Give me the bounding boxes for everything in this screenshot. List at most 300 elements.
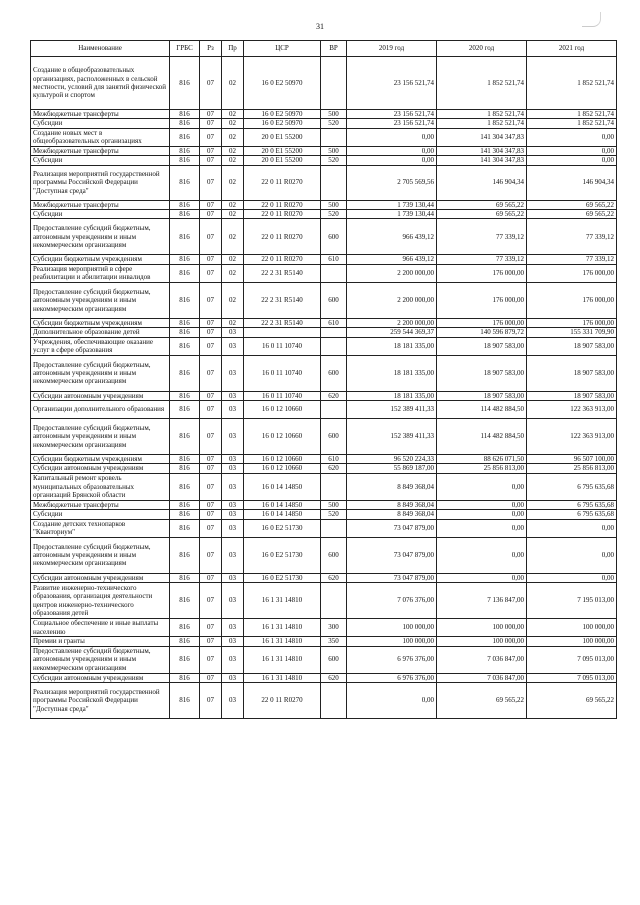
cell-name: Субсидии автономным учреждениям	[31, 464, 170, 473]
table-row	[31, 464, 617, 473]
cell-pr: 03	[222, 510, 244, 519]
table-row	[31, 401, 617, 419]
cell-csr: 22 2 31 R5140	[244, 282, 321, 318]
cell-rz: 07	[200, 156, 222, 165]
cell-grbs: 816	[170, 464, 200, 473]
cell-vr	[321, 401, 347, 419]
cell-grbs: 816	[170, 110, 200, 119]
cell-csr: 22 0 11 R0270	[244, 165, 321, 200]
cell-2019: 73 047 879,00	[347, 537, 437, 573]
cell-pr: 03	[222, 473, 244, 500]
table-row	[31, 519, 617, 537]
cell-2020: 0,00	[437, 573, 527, 582]
cell-2021: 6 795 635,68	[527, 510, 617, 519]
cell-2019: 8 849 368,04	[347, 473, 437, 500]
budget-table	[30, 40, 617, 719]
table-row	[31, 673, 617, 682]
cell-csr: 22 0 11 R0270	[244, 200, 321, 209]
cell-2020: 69 565,22	[437, 200, 527, 209]
cell-rz: 07	[200, 255, 222, 264]
cell-2021: 100 000,00	[527, 619, 617, 637]
cell-vr	[321, 473, 347, 500]
cell-grbs: 816	[170, 583, 200, 619]
cell-rz: 07	[200, 355, 222, 391]
cell-csr: 16 0 E2 51730	[244, 519, 321, 537]
cell-vr: 500	[321, 110, 347, 119]
cell-2020: 7 036 847,00	[437, 673, 527, 682]
cell-2019: 100 000,00	[347, 637, 437, 646]
cell-pr: 03	[222, 455, 244, 464]
cell-pr: 02	[222, 318, 244, 327]
cell-pr: 02	[222, 110, 244, 119]
cell-rz: 07	[200, 264, 222, 282]
cell-vr: 600	[321, 537, 347, 573]
cell-name: Субсидии бюджетным учреждениям	[31, 318, 170, 327]
table-row	[31, 128, 617, 146]
cell-name: Создание в общеобразовательных организациях, расположенных в сельской местности, условий для занятий физической культурой и спортом	[31, 57, 170, 110]
cell-name: Организации дополнительного образования	[31, 401, 170, 419]
cell-2020: 1 852 521,74	[437, 119, 527, 128]
cell-name: Реализация мероприятий государственной программы Российской Федерации "Доступная среда"	[31, 682, 170, 718]
cell-pr: 03	[222, 337, 244, 355]
cell-name: Развитие инженерно-технического образования, организация деятельности центров инженерно-технического образования детей	[31, 583, 170, 619]
cell-grbs: 816	[170, 419, 200, 455]
cell-grbs: 816	[170, 537, 200, 573]
cell-pr: 03	[222, 419, 244, 455]
cell-2020: 77 339,12	[437, 219, 527, 255]
cell-2020: 1 852 521,74	[437, 110, 527, 119]
cell-pr: 03	[222, 682, 244, 718]
cell-pr: 03	[222, 646, 244, 673]
cell-2019: 2 200 000,00	[347, 282, 437, 318]
cell-grbs: 816	[170, 146, 200, 155]
cell-vr: 520	[321, 119, 347, 128]
cell-name: Межбюджетные трансферты	[31, 200, 170, 209]
cell-grbs: 816	[170, 573, 200, 582]
cell-2021: 18 907 583,00	[527, 355, 617, 391]
cell-2020: 69 565,22	[437, 682, 527, 718]
cell-rz: 07	[200, 419, 222, 455]
cell-2020: 25 856 813,00	[437, 464, 527, 473]
table-row	[31, 455, 617, 464]
cell-2020: 18 907 583,00	[437, 391, 527, 400]
cell-2019: 96 520 224,33	[347, 455, 437, 464]
cell-name: Межбюджетные трансферты	[31, 146, 170, 155]
cell-csr: 22 0 11 R0270	[244, 210, 321, 219]
cell-2021: 96 507 100,00	[527, 455, 617, 464]
cell-grbs: 816	[170, 337, 200, 355]
cell-grbs: 816	[170, 401, 200, 419]
cell-rz: 07	[200, 673, 222, 682]
header-2019: 2019 год	[347, 41, 437, 57]
cell-2019: 0,00	[347, 682, 437, 718]
header-2021: 2021 год	[527, 41, 617, 57]
cell-name: Предоставление субсидий бюджетным, автономным учреждениям и иным некоммерческим организациям	[31, 219, 170, 255]
table-row	[31, 500, 617, 509]
cell-grbs: 816	[170, 128, 200, 146]
cell-grbs: 816	[170, 682, 200, 718]
table-row	[31, 510, 617, 519]
cell-name: Социальное обеспечение и иные выплаты населению	[31, 619, 170, 637]
cell-2019: 18 181 335,00	[347, 337, 437, 355]
cell-pr: 02	[222, 264, 244, 282]
cell-pr: 03	[222, 464, 244, 473]
cell-csr: 22 0 11 R0270	[244, 255, 321, 264]
cell-csr: 16 0 12 10660	[244, 401, 321, 419]
cell-vr: 610	[321, 455, 347, 464]
cell-pr: 03	[222, 391, 244, 400]
cell-2020: 114 482 884,50	[437, 419, 527, 455]
cell-2019: 8 849 368,04	[347, 500, 437, 509]
cell-2019: 23 156 521,74	[347, 119, 437, 128]
cell-2019: 259 544 369,37	[347, 328, 437, 337]
cell-2020: 88 626 071,50	[437, 455, 527, 464]
cell-2020: 0,00	[437, 473, 527, 500]
cell-vr: 600	[321, 219, 347, 255]
table-row	[31, 537, 617, 573]
cell-vr: 600	[321, 646, 347, 673]
cell-2019: 2 705 569,56	[347, 165, 437, 200]
cell-grbs: 816	[170, 328, 200, 337]
cell-rz: 07	[200, 619, 222, 637]
cell-grbs: 816	[170, 210, 200, 219]
cell-2020: 141 304 347,83	[437, 128, 527, 146]
cell-grbs: 816	[170, 165, 200, 200]
cell-2021: 69 565,22	[527, 210, 617, 219]
cell-pr: 02	[222, 119, 244, 128]
cell-name: Создание новых мест в общеобразовательных организациях	[31, 128, 170, 146]
cell-csr: 16 0 12 10660	[244, 419, 321, 455]
cell-name: Субсидии	[31, 210, 170, 219]
cell-name: Субсидии	[31, 119, 170, 128]
cell-pr: 02	[222, 165, 244, 200]
cell-2021: 6 795 635,68	[527, 500, 617, 509]
cell-2020: 100 000,00	[437, 637, 527, 646]
cell-2019: 23 156 521,74	[347, 57, 437, 110]
cell-pr: 03	[222, 500, 244, 509]
cell-vr: 500	[321, 146, 347, 155]
cell-vr	[321, 165, 347, 200]
cell-2021: 25 856 813,00	[527, 464, 617, 473]
header-rz: Рз	[200, 41, 222, 57]
cell-vr: 600	[321, 355, 347, 391]
cell-2020: 7 136 847,00	[437, 583, 527, 619]
cell-2021: 1 852 521,74	[527, 57, 617, 110]
cell-name: Предоставление субсидий бюджетным, автономным учреждениям и иным некоммерческим организациям	[31, 537, 170, 573]
cell-2019: 6 976 376,00	[347, 646, 437, 673]
cell-grbs: 816	[170, 519, 200, 537]
cell-2019: 8 849 368,04	[347, 510, 437, 519]
cell-name: Дополнительное образование детей	[31, 328, 170, 337]
cell-2020: 176 000,00	[437, 264, 527, 282]
cell-2021: 176 000,00	[527, 282, 617, 318]
cell-2021: 176 000,00	[527, 264, 617, 282]
cell-2021: 100 000,00	[527, 637, 617, 646]
cell-csr: 16 0 E2 51730	[244, 537, 321, 573]
cell-vr: 620	[321, 573, 347, 582]
cell-pr: 02	[222, 210, 244, 219]
cell-pr: 03	[222, 355, 244, 391]
table-header-row	[31, 41, 617, 57]
cell-grbs: 816	[170, 500, 200, 509]
cell-grbs: 816	[170, 318, 200, 327]
cell-2019: 100 000,00	[347, 619, 437, 637]
table-row	[31, 646, 617, 673]
cell-2019: 1 739 130,44	[347, 210, 437, 219]
cell-2021: 77 339,12	[527, 255, 617, 264]
cell-rz: 07	[200, 337, 222, 355]
table-row	[31, 318, 617, 327]
cell-pr: 03	[222, 328, 244, 337]
cell-rz: 07	[200, 682, 222, 718]
cell-vr	[321, 682, 347, 718]
table-row	[31, 583, 617, 619]
cell-name: Реализация мероприятий в сфере реабилитации и абилитации инвалидов	[31, 264, 170, 282]
cell-vr: 520	[321, 156, 347, 165]
cell-2019: 18 181 335,00	[347, 391, 437, 400]
cell-2019: 55 869 187,00	[347, 464, 437, 473]
cell-2020: 141 304 347,83	[437, 156, 527, 165]
cell-grbs: 816	[170, 264, 200, 282]
cell-2020: 146 904,34	[437, 165, 527, 200]
cell-pr: 02	[222, 128, 244, 146]
cell-grbs: 816	[170, 219, 200, 255]
page-number: 31	[316, 22, 324, 31]
table-row	[31, 119, 617, 128]
cell-2019: 18 181 335,00	[347, 355, 437, 391]
cell-2019: 1 739 130,44	[347, 200, 437, 209]
cell-2019: 152 389 411,33	[347, 419, 437, 455]
cell-name: Субсидии автономным учреждениям	[31, 573, 170, 582]
table-row	[31, 110, 617, 119]
cell-rz: 07	[200, 128, 222, 146]
cell-grbs: 816	[170, 156, 200, 165]
cell-2021: 122 363 913,00	[527, 401, 617, 419]
cell-name: Субсидии автономным учреждениям	[31, 673, 170, 682]
cell-vr: 620	[321, 464, 347, 473]
cell-2020: 0,00	[437, 500, 527, 509]
table-row	[31, 200, 617, 209]
table-row	[31, 573, 617, 582]
cell-csr: 16 0 11 10740	[244, 391, 321, 400]
cell-rz: 07	[200, 219, 222, 255]
cell-2020: 114 482 884,50	[437, 401, 527, 419]
cell-2019: 2 200 000,00	[347, 264, 437, 282]
header-csr: ЦСР	[244, 41, 321, 57]
cell-2020: 18 907 583,00	[437, 355, 527, 391]
cell-2020: 100 000,00	[437, 619, 527, 637]
cell-vr	[321, 519, 347, 537]
cell-2021: 7 095 013,00	[527, 673, 617, 682]
cell-2019: 23 156 521,74	[347, 110, 437, 119]
cell-2019: 0,00	[347, 128, 437, 146]
cell-2020: 7 036 847,00	[437, 646, 527, 673]
cell-rz: 07	[200, 391, 222, 400]
cell-2019: 966 439,12	[347, 255, 437, 264]
cell-rz: 07	[200, 282, 222, 318]
cell-vr: 620	[321, 391, 347, 400]
cell-vr	[321, 328, 347, 337]
cell-vr	[321, 128, 347, 146]
cell-2020: 141 304 347,83	[437, 146, 527, 155]
cell-rz: 07	[200, 519, 222, 537]
cell-name: Учреждения, обеспечивающие оказание услуг в сфере образования	[31, 337, 170, 355]
table-row	[31, 391, 617, 400]
cell-pr: 03	[222, 401, 244, 419]
cell-name: Субсидии	[31, 156, 170, 165]
cell-2021: 69 565,22	[527, 200, 617, 209]
cell-csr: 16 0 E2 50970	[244, 110, 321, 119]
cell-csr: 22 0 11 R0270	[244, 219, 321, 255]
table-row	[31, 637, 617, 646]
cell-pr: 03	[222, 637, 244, 646]
cell-2021: 77 339,12	[527, 219, 617, 255]
cell-vr: 610	[321, 255, 347, 264]
cell-2019: 2 200 000,00	[347, 318, 437, 327]
cell-name: Реализация мероприятий государственной программы Российской Федерации "Доступная среда"	[31, 165, 170, 200]
cell-2021: 146 904,34	[527, 165, 617, 200]
cell-2021: 0,00	[527, 146, 617, 155]
cell-name: Субсидии бюджетным учреждениям	[31, 255, 170, 264]
cell-2021: 176 000,00	[527, 318, 617, 327]
table-row	[31, 264, 617, 282]
cell-csr: 20 0 E1 55200	[244, 146, 321, 155]
cell-pr: 02	[222, 146, 244, 155]
cell-2021: 122 363 913,00	[527, 419, 617, 455]
cell-pr: 02	[222, 156, 244, 165]
table-row	[31, 473, 617, 500]
cell-name: Капитальный ремонт кровель муниципальных образовательных организаций Брянской области	[31, 473, 170, 500]
cell-name: Межбюджетные трансферты	[31, 500, 170, 509]
cell-2019: 73 047 879,00	[347, 573, 437, 582]
cell-vr: 610	[321, 318, 347, 327]
header-2020: 2020 год	[437, 41, 527, 57]
cell-csr: 16 0 14 14850	[244, 500, 321, 509]
cell-rz: 07	[200, 637, 222, 646]
table-row	[31, 337, 617, 355]
cell-rz: 07	[200, 165, 222, 200]
cell-name: Предоставление субсидий бюджетным, автономным учреждениям и иным некоммерческим организациям	[31, 355, 170, 391]
cell-rz: 07	[200, 318, 222, 327]
cell-2020: 69 565,22	[437, 210, 527, 219]
cell-name: Субсидии	[31, 510, 170, 519]
cell-2020: 1 852 521,74	[437, 57, 527, 110]
cell-rz: 07	[200, 146, 222, 155]
cell-grbs: 816	[170, 455, 200, 464]
cell-pr: 03	[222, 573, 244, 582]
cell-grbs: 816	[170, 673, 200, 682]
cell-grbs: 816	[170, 119, 200, 128]
cell-rz: 07	[200, 328, 222, 337]
cell-2021: 7 095 013,00	[527, 646, 617, 673]
cell-2021: 18 907 583,00	[527, 391, 617, 400]
cell-name: Премии и гранты	[31, 637, 170, 646]
cell-2020: 0,00	[437, 537, 527, 573]
cell-grbs: 816	[170, 619, 200, 637]
header-name: Наименование	[31, 41, 170, 57]
cell-vr	[321, 583, 347, 619]
table-row	[31, 619, 617, 637]
cell-pr: 03	[222, 619, 244, 637]
header-pr: Пр	[222, 41, 244, 57]
cell-rz: 07	[200, 573, 222, 582]
cell-2021: 18 907 583,00	[527, 337, 617, 355]
table-row	[31, 419, 617, 455]
cell-grbs: 816	[170, 57, 200, 110]
cell-grbs: 816	[170, 637, 200, 646]
cell-rz: 07	[200, 455, 222, 464]
cell-2021: 155 331 709,90	[527, 328, 617, 337]
cell-csr: 16 1 31 14810	[244, 619, 321, 637]
cell-vr: 620	[321, 673, 347, 682]
cell-name: Межбюджетные трансферты	[31, 110, 170, 119]
cell-2021: 0,00	[527, 128, 617, 146]
header-grbs: ГРБС	[170, 41, 200, 57]
corner-mark	[582, 12, 601, 27]
cell-rz: 07	[200, 110, 222, 119]
cell-2019: 152 389 411,33	[347, 401, 437, 419]
cell-name: Предоставление субсидий бюджетным, автономным учреждениям и иным некоммерческим организациям	[31, 282, 170, 318]
cell-csr: 16 0 E2 51730	[244, 573, 321, 582]
cell-2021: 1 852 521,74	[527, 119, 617, 128]
cell-rz: 07	[200, 200, 222, 209]
cell-2019: 73 047 879,00	[347, 519, 437, 537]
cell-csr: 16 0 E2 50970	[244, 119, 321, 128]
cell-csr: 16 0 E2 50970	[244, 57, 321, 110]
cell-pr: 02	[222, 255, 244, 264]
table-row	[31, 156, 617, 165]
cell-2019: 7 076 376,00	[347, 583, 437, 619]
cell-grbs: 816	[170, 391, 200, 400]
cell-2020: 0,00	[437, 510, 527, 519]
table-row	[31, 282, 617, 318]
cell-rz: 07	[200, 646, 222, 673]
table-row	[31, 255, 617, 264]
cell-grbs: 816	[170, 255, 200, 264]
cell-csr: 20 0 E1 55200	[244, 156, 321, 165]
cell-vr: 300	[321, 619, 347, 637]
cell-name: Субсидии автономным учреждениям	[31, 391, 170, 400]
cell-csr: 16 1 31 14810	[244, 673, 321, 682]
cell-grbs: 816	[170, 355, 200, 391]
cell-csr: 16 0 11 10740	[244, 355, 321, 391]
cell-rz: 07	[200, 210, 222, 219]
cell-2021: 69 565,22	[527, 682, 617, 718]
cell-pr: 02	[222, 219, 244, 255]
cell-csr: 22 2 31 R5140	[244, 318, 321, 327]
cell-grbs: 816	[170, 282, 200, 318]
cell-2021: 6 795 635,68	[527, 473, 617, 500]
cell-pr: 03	[222, 583, 244, 619]
cell-rz: 07	[200, 583, 222, 619]
table-row	[31, 165, 617, 200]
cell-2020: 176 000,00	[437, 282, 527, 318]
cell-rz: 07	[200, 119, 222, 128]
cell-rz: 07	[200, 401, 222, 419]
cell-csr: 16 0 11 10740	[244, 337, 321, 355]
table-row	[31, 146, 617, 155]
cell-csr: 22 2 31 R5140	[244, 264, 321, 282]
cell-csr: 16 1 31 14810	[244, 637, 321, 646]
cell-2020: 176 000,00	[437, 318, 527, 327]
cell-2019: 0,00	[347, 146, 437, 155]
table-row	[31, 328, 617, 337]
cell-name: Предоставление субсидий бюджетным, автономным учреждениям и иным некоммерческим организациям	[31, 646, 170, 673]
cell-vr: 520	[321, 210, 347, 219]
cell-2020: 77 339,12	[437, 255, 527, 264]
cell-rz: 07	[200, 500, 222, 509]
cell-vr: 500	[321, 200, 347, 209]
